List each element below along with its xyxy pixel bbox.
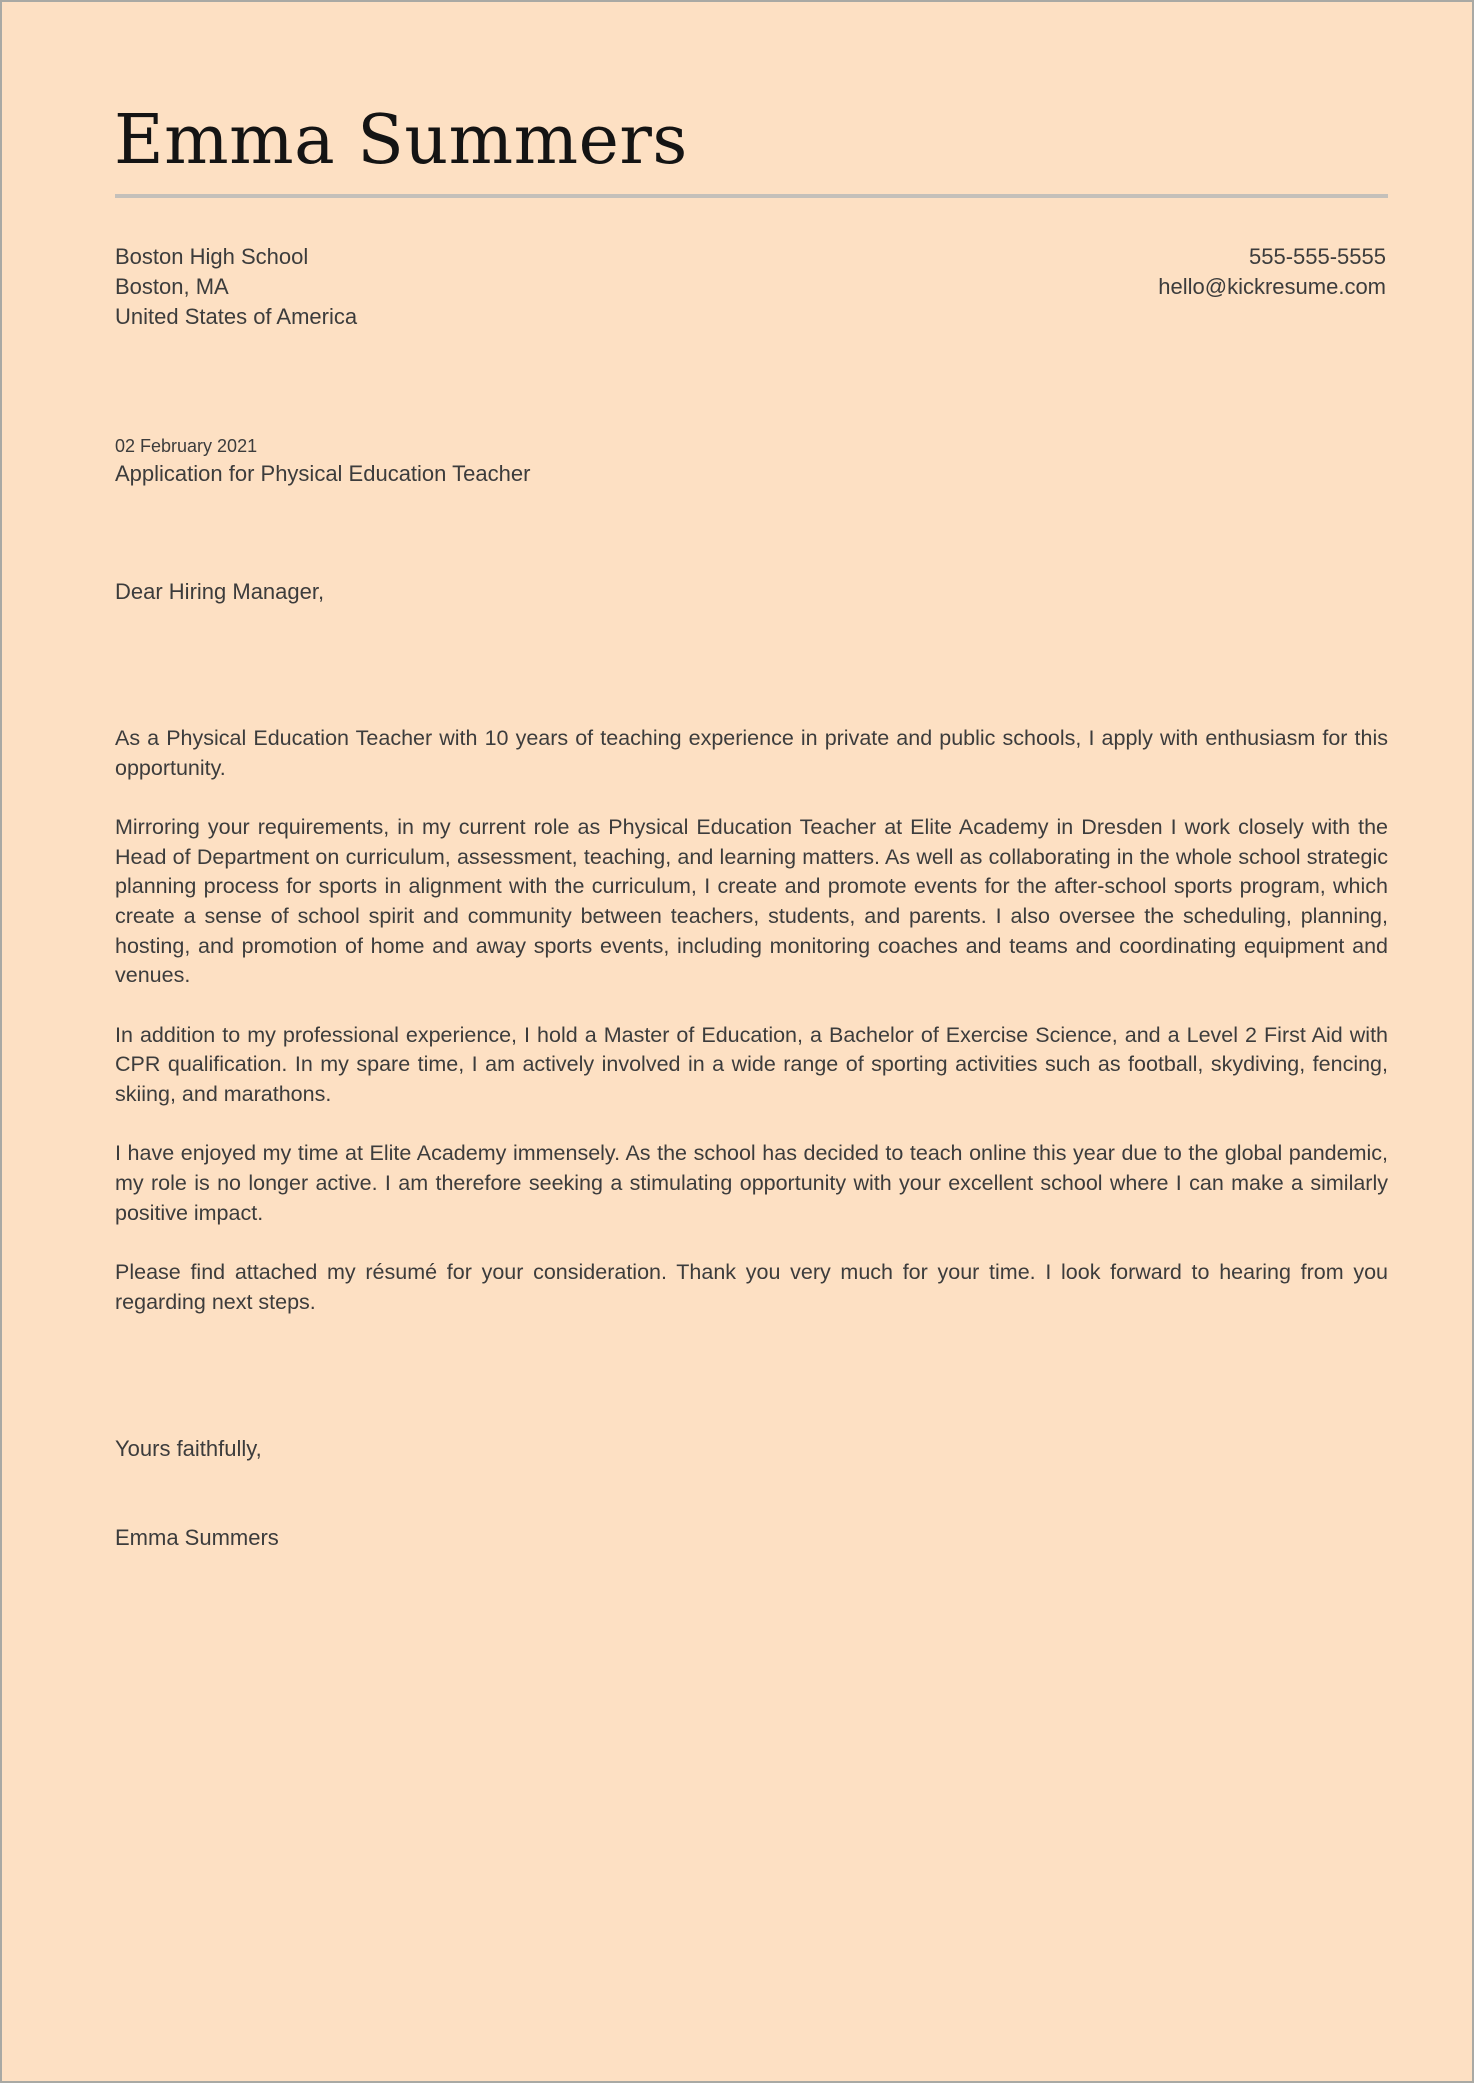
sender-address	[115, 242, 357, 332]
body-paragraph-2: Mirroring your requirements, in my current role as Physical Education Teacher at Elite Academy in Dresden I work closely with the Head of Department on curriculum, assessment, teaching, and learning matters. As well as collaborating in the whole school strategic planning process for sports in alignment with the curriculum, I create and promote events for the after-school sports program, which create a sense of school spirit and community between teachers, students, and parents. I also oversee the scheduling, planning, hosting, and promotion of home and away sports events, including monitoring coaches and teams and coordinating equipment and venues.	[115, 814, 1388, 988]
body-paragraph-4: I have enjoyed my time at Elite Academy immensely. As the school has decided to teach online this year due to the global pandemic, my role is no longer active. I am therefore seeking a stimulating opportunity with your excellent school where I can make a similarly positive impact.	[115, 1141, 1388, 1225]
body-paragraph-1: As a Physical Education Teacher with 10 years of teaching experience in private and public schools, I apply with enthusiasm for this opportunity.	[115, 726, 1388, 780]
sender-name: Emma Summers	[114, 101, 688, 180]
body-paragraph-3: In addition to my professional experience, I hold a Master of Education, a Bachelor of Exercise Science, and a Level 2 First Aid with CPR qualification. In my spare time, I am actively involved in a wide range of sporting activities such as football, skydiving, fencing, skiing, and marathons.	[115, 1022, 1388, 1107]
header-divider	[115, 194, 1388, 198]
contact-email: hello@kickresume.com	[1158, 274, 1386, 299]
address-line-city: Boston, MA	[115, 274, 229, 299]
letter-body	[115, 724, 1388, 1347]
address-line-school: Boston High School	[115, 244, 309, 269]
contact-phone: 555-555-5555	[1248, 244, 1386, 269]
letter-subject: Application for Physical Education Teacher	[115, 461, 531, 486]
address-line-country: United States of America	[115, 304, 358, 329]
salutation: Dear Hiring Manager,	[115, 579, 325, 604]
letter-date: 02 February 2021	[115, 436, 258, 456]
body-paragraph-5: Please find attached my résumé for your consideration. Thank you very much for your time. I look forward to hearing from you regarding next steps.	[115, 1259, 1388, 1314]
closing: Yours faithfully,	[115, 1436, 262, 1461]
sender-contact	[1158, 242, 1386, 302]
signature-name: Emma Summers	[115, 1525, 279, 1550]
